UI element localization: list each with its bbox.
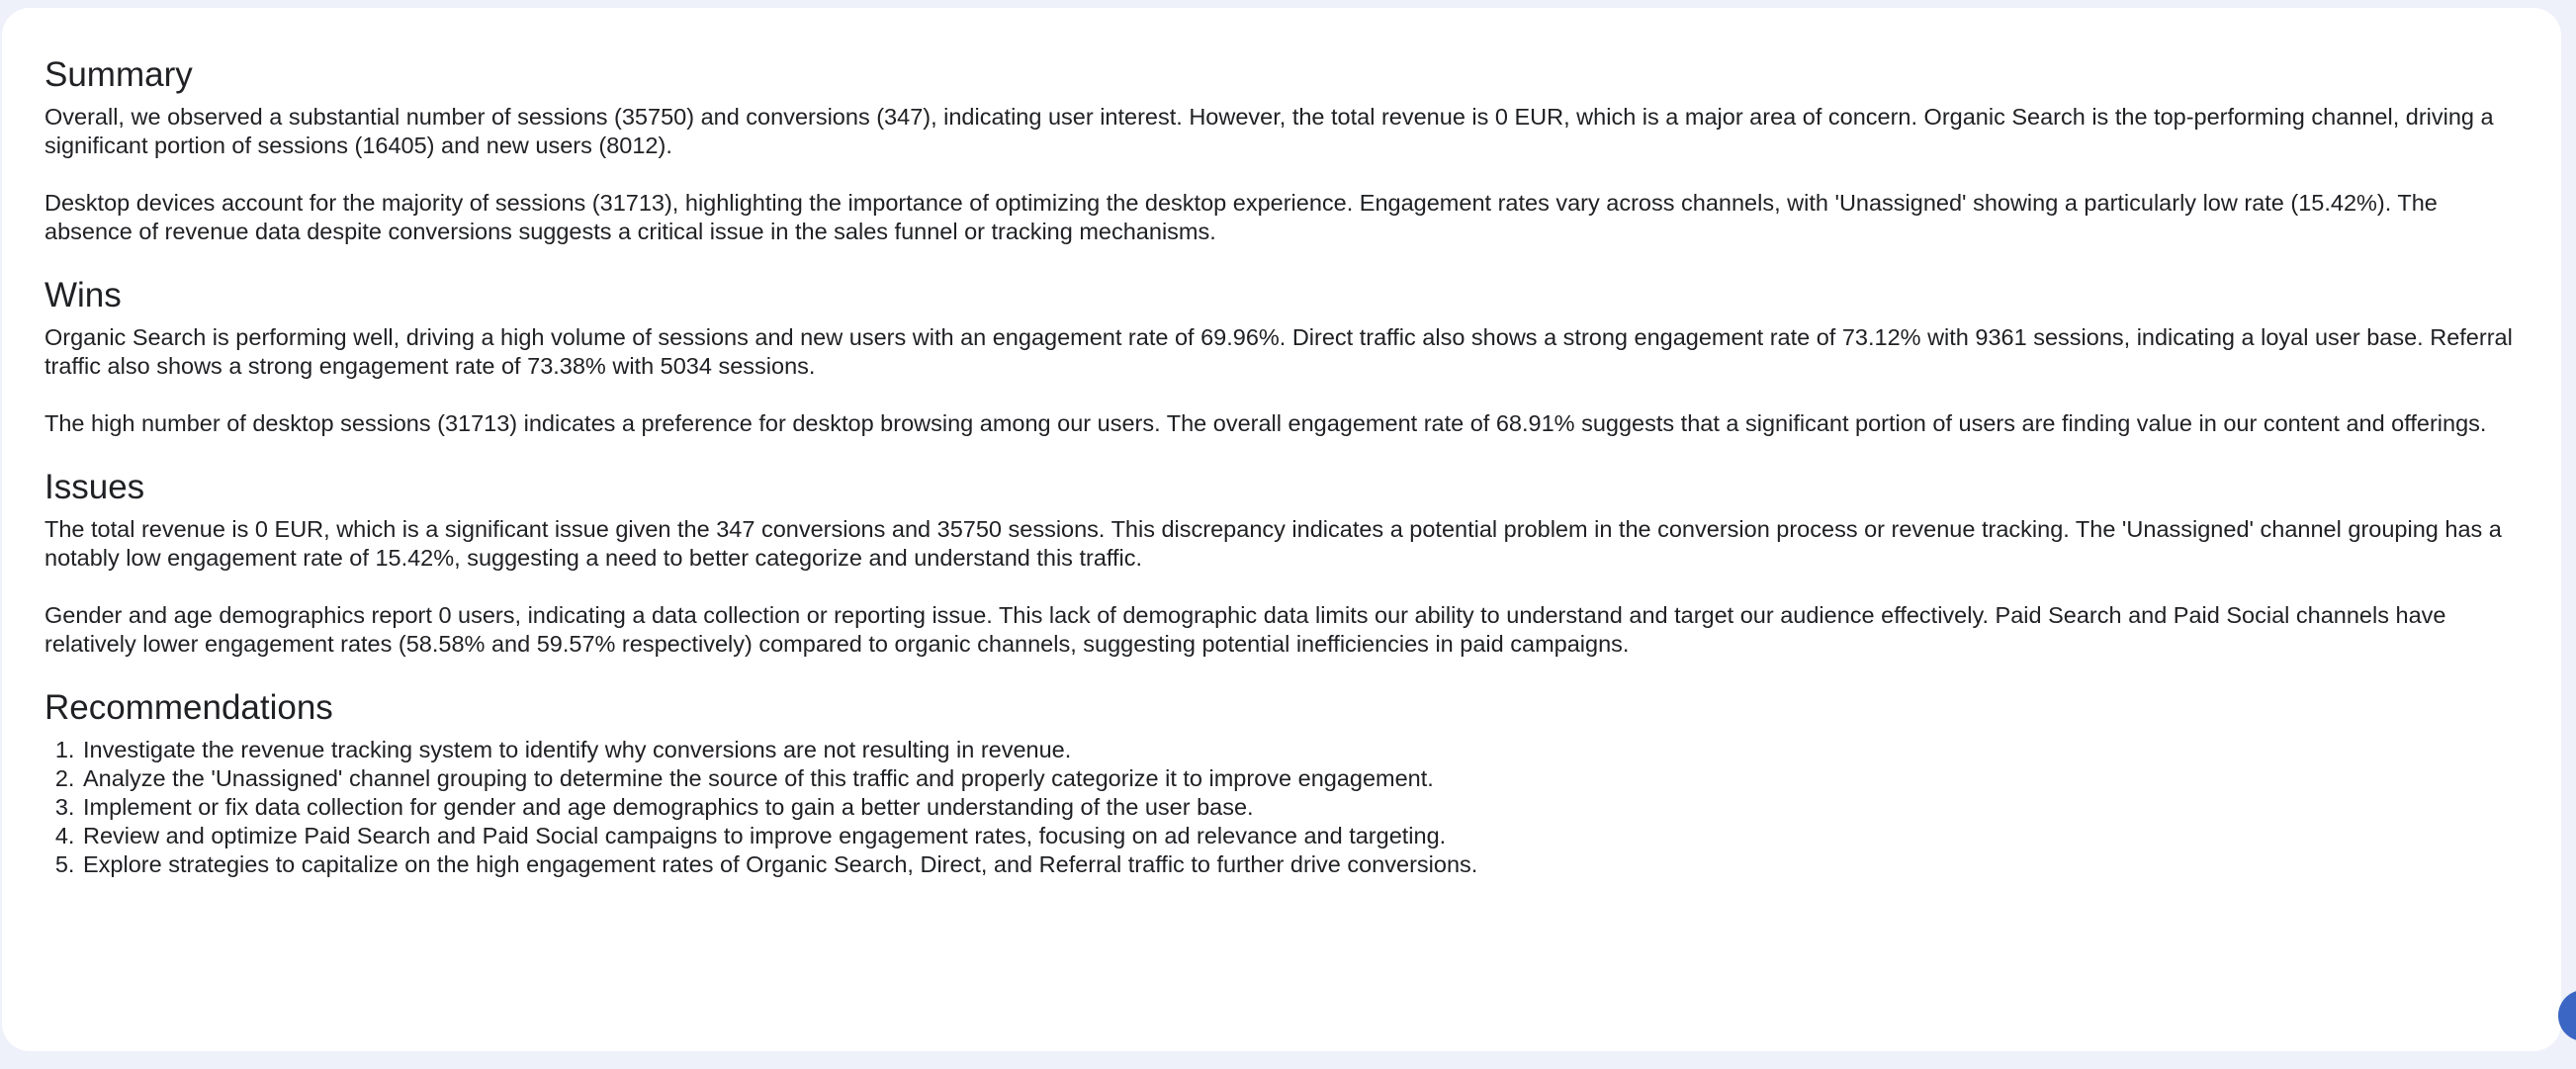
recommendations-section [44, 686, 2522, 879]
summary-section [44, 53, 2522, 246]
report-card [2, 8, 2561, 1051]
summary-paragraph-2: Desktop devices account for the majority of sessions (31713), highlighting the importance of optimizing the desktop experience. Engagement rates vary across channels, with 'Unassigned' showing a particularly low rate (15.42%). The absence of revenue data despite conversions suggests a critical issue in the sales funnel or tracking mechanisms. [44, 190, 2438, 244]
issues-section [44, 466, 2522, 659]
recommendation-item: 3. Implement or fix data collection for gender and age demographics to gain a better understanding of the user base. [81, 793, 2522, 822]
recommendation-item: 2. Analyze the 'Unassigned' channel grouping to determine the source of this traffic and properly categorize it to improve engagement. [81, 764, 2522, 793]
issues-paragraph-2: Gender and age demographics report 0 users, indicating a data collection or reporting issue. This lack of demographic data limits our ability to understand and target our audience effectively. Paid Search and Paid Social channels have relatively lower engagement rates (58.58% and 59.57% respectively) compared to organic channels, suggesting potential inefficiencies in paid campaigns. [44, 602, 2446, 657]
wins-heading: Wins [44, 276, 122, 314]
issues-paragraph-1: The total revenue is 0 EUR, which is a significant issue given the 347 conversions and 35750 sessions. This discrepancy indicates a potential problem in the conversion process or revenue tracking. The 'Unassigned' channel grouping has a notably low engagement rate of 15.42%, suggesting a need to better categorize and understand this traffic. [44, 516, 2502, 571]
recommendations-list [44, 736, 2522, 879]
recommendations-heading: Recommendations [44, 688, 333, 727]
summary-paragraph-1: Overall, we observed a substantial number of sessions (35750) and conversions (347), indicating user interest. However, the total revenue is 0 EUR, which is a major area of concern. Organic Search is the top-performing channel, driving a significant portion of sessions (16405) and new users (8012). [44, 104, 2494, 158]
recommendation-item: 5. Explore strategies to capitalize on the high engagement rates of Organic Search, Direct, and Referral traffic to further drive conversions. [81, 850, 2522, 879]
wins-paragraph-2: The high number of desktop sessions (31713) indicates a preference for desktop browsing among our users. The overall engagement rate of 68.91% suggests that a significant portion of users are finding value in our content and offerings. [44, 410, 2487, 436]
summary-heading: Summary [44, 55, 193, 94]
recommendation-item: 4. Review and optimize Paid Search and Paid Social campaigns to improve engagement rates, focusing on ad relevance and targeting. [81, 822, 2522, 850]
recommendation-item: 1. Investigate the revenue tracking system to identify why conversions are not resulting in revenue. [81, 736, 2522, 764]
issues-heading: Issues [44, 468, 145, 506]
wins-section [44, 274, 2522, 438]
wins-paragraph-1: Organic Search is performing well, driving a high volume of sessions and new users with an engagement rate of 69.96%. Direct traffic also shows a strong engagement rate of 73.12% with 9361 sessions, indicating a loyal user base. Referral traffic also shows a strong engagement rate of 73.38% with 5034 sessions. [44, 324, 2513, 379]
